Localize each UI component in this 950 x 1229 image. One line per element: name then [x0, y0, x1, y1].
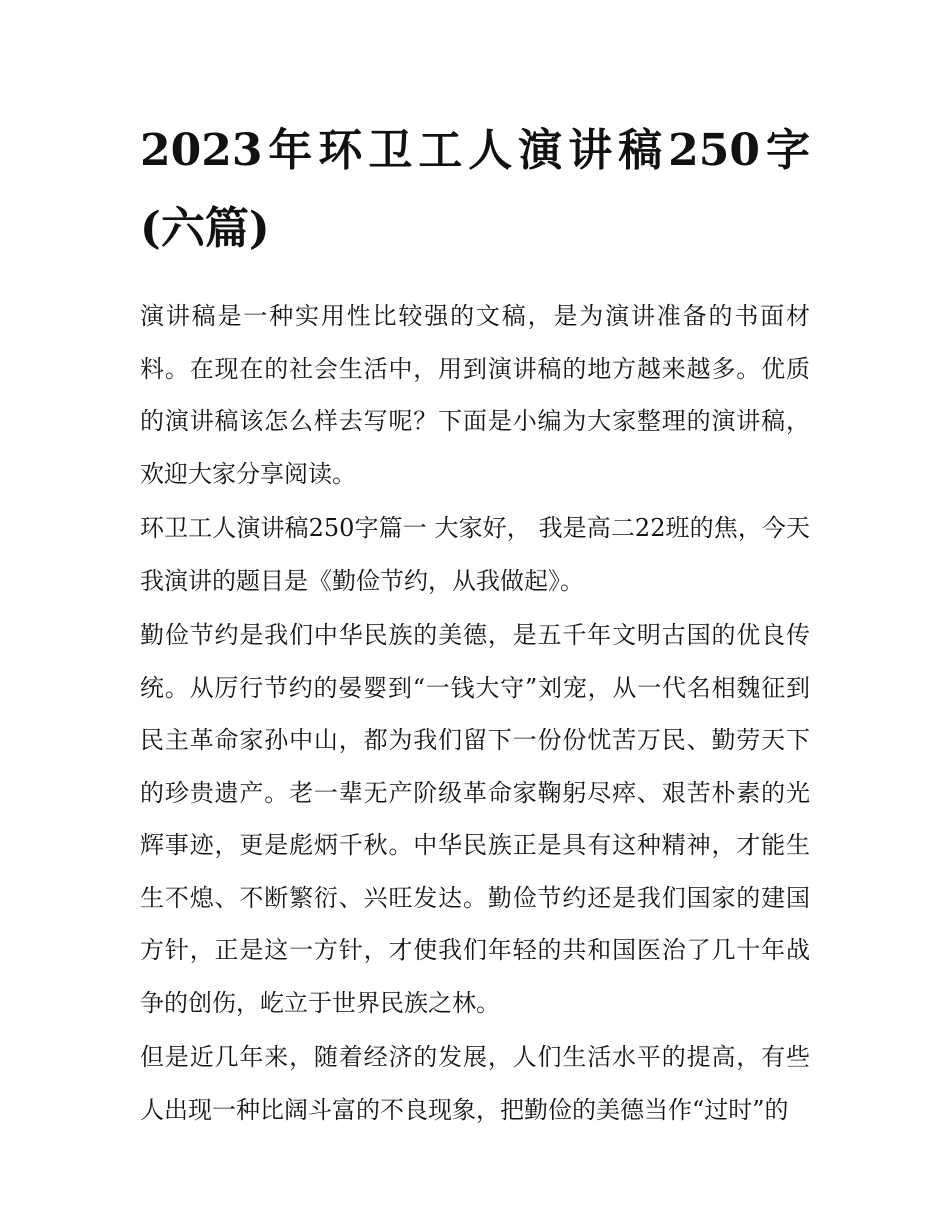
speech-opening-paragraph: 环卫工人演讲稿250字篇一 大家好， 我是高二22班的焦，今天我演讲的题目是《勤俭节约，从我做起》。	[140, 514, 810, 595]
intro-paragraph: 演讲稿是一种实用性比较强的文稿，是为演讲准备的书面材料。在现在的社会生活中，用到演讲稿的地方越来越多。优质的演讲稿该怎么样去写呢？下面是小编为大家整理的演讲稿，欢迎大家分享阅读。	[140, 302, 810, 488]
recent-years-paragraph: 但是近几年来，随着经济的发展，人们生活水平的提高，有些人出现一种比阔斗富的不良现象，把勤俭的美德当作“过时”的	[140, 1043, 810, 1124]
document-content	[140, 112, 810, 1138]
document-title: 2023年环卫工人演讲稿250字(六篇)	[140, 125, 810, 254]
frugality-tradition-paragraph: 勤俭节约是我们中华民族的美德，是五千年文明古国的优良传统。从厉行节约的晏婴到“一钱大守”刘宠，从一代名相魏征到民主革命家孙中山，都为我们留下一份份忧苦万民、勤劳天下的珍贵遗产。老一辈无产阶级革命家鞠躬尽瘁、艰苦朴素的光辉事迹，更是彪炳千秋。中华民族正是具有这种精神，才能生生不熄、不断繁衍、兴旺发达。勤俭节约还是我们国家的建国方针，正是这一方针，才使我们年轻的共和国医治了几十年战争的创伤，屹立于世界民族之林。	[140, 621, 810, 1017]
document-body	[140, 290, 810, 1136]
